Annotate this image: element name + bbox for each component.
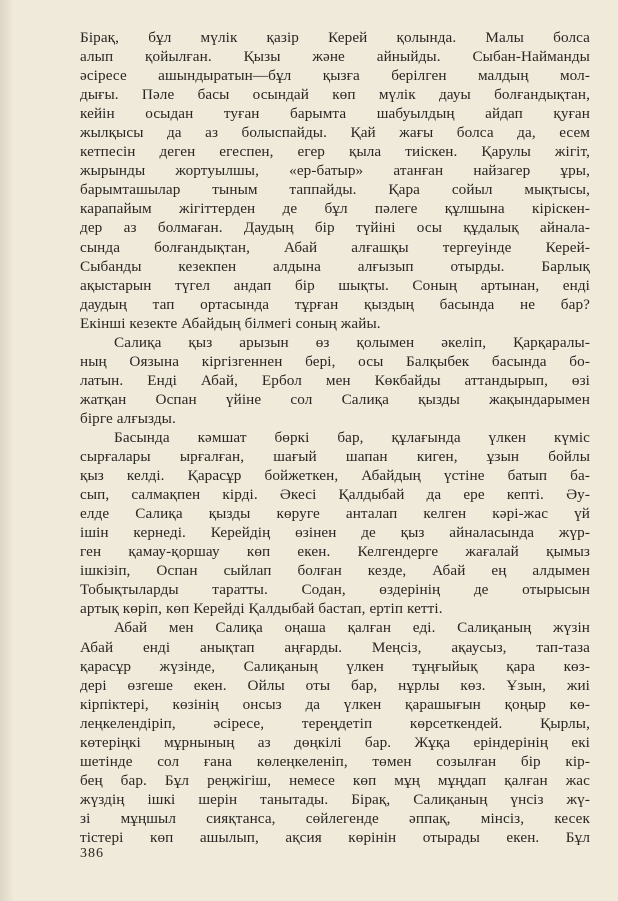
text-line: жатқан Оспан үйіне сол Салиқа қызды жақындарымен (80, 390, 590, 408)
text-line: Салиқа қыз арызын өз қолымен әкеліп, Қарқаралы- (114, 333, 590, 351)
text-line: кейін осыдан туған барымта шабуылдың айдап қуған (80, 105, 590, 123)
text-line: латын. Енді Абай, Ербол мен Көкбайды аттандырып, өзі (80, 371, 590, 389)
text-line: барымташылар тыным таппайды. Қара сойыл мықтысы, (80, 181, 590, 199)
text-line: леңкелендіріп, әсіресе, тереңдетіп көрсеткендей. Қырлы, (80, 714, 590, 732)
text-line: Абай мен Салиқа оңаша қалған еді. Салиқаның жүзін (114, 619, 590, 637)
paragraph (80, 618, 590, 847)
text-line: алып қойылған. Қызы және айныйды. Сыбан-Найманды (80, 48, 590, 66)
text-line: тістері көп ашылып, ақсия көрінін отырады екен. Бұл (80, 828, 590, 846)
text-line: даудың тап ортасында тұрған қыздың басында не бар? (80, 295, 590, 313)
text-line: Абай енді анықтап аңғарды. Меңсіз, ақаусыз, тап-таза (80, 638, 590, 656)
text-line: артық көріп, көп Керейді Қалдыбай бастап, ертіп кетті. (80, 600, 443, 618)
text-line: сып, салмақпен кірді. Әкесі Қалдыбай да ере кепті. Әу- (80, 486, 590, 504)
text-line: қыз келді. Қарасұр бойжеткен, Абайдың үстіне батып ба- (80, 467, 590, 485)
text-line: Басында кәмшат бөркі бар, құлағында үлкен күміс (114, 428, 590, 446)
text-line: кірпіктері, көзінің онсыз да үлкен қарашығын қоңыр кө- (80, 695, 590, 713)
text-line: Екінші кезекте Абайдың білмегі соның жайы. (80, 314, 381, 332)
text-line: ақыстарын түгел андап бір шықты. Соның артынан, енді (80, 276, 590, 294)
text-line: бең бар. Бұл реңжігіш, немесе көп мұң мұңдап қалған жас (80, 771, 590, 789)
text-line: әсіресе ашындыратын—бұл қызға берілген малдың мол- (80, 67, 590, 85)
text-line: сырғалары ырғалған, шағый шапан киген, ұзын бойлы (80, 448, 590, 466)
text-line: ішін кернеді. Керейдің өзінен де қыз айналасында жүр- (80, 524, 590, 542)
text-line: елде Салиқа қызды көруге анталап келген кәрі-жас үй (80, 505, 590, 523)
text-line: дығы. Пәле басы осындай көп мүлік дауы болғандықтан, (80, 86, 590, 104)
text-line: жылқысы да аз болыспайды. Қай жағы болса да, есем (80, 124, 590, 142)
text-line: дер аз болмаған. Даудың бір түйіні осы құдалық айнала- (80, 219, 590, 237)
text-line: зі мұңшыл сияқтанса, сөйлегенде әппақ, мінсіз, кесек (80, 809, 590, 827)
text-line: ның Оязына кіргізгеннен бері, осы Балқыбек басында бо- (80, 352, 590, 370)
text-line: көтеріңкі мұрнының аз дөңкілі бар. Жұқа еріндерінің екі (80, 733, 590, 751)
text-line: сында болғандықтан, Абай алғашқы тергеуінде Керей- (80, 238, 590, 256)
text-line: Бірақ, бұл мүлік қазір Керей қолында. Малы болса (80, 29, 590, 46)
body-text (80, 28, 590, 847)
text-line: карапайым жігіттерден де бұл пәлеге құлшына кіріскен- (80, 200, 590, 218)
text-line: шетінде сол ғана көлеңкеленіп, төмен созылған бір кір- (80, 752, 590, 770)
text-line: ішкізіп, Оспан сыйлап болған кезде, Абай ең алдымен (80, 562, 590, 580)
paragraph (80, 428, 590, 618)
text-line: бірге алғызды. (80, 409, 176, 427)
paragraph (80, 28, 590, 333)
text-line: ген қамау-қоршау көп екен. Келгендерге жағалай қымыз (80, 543, 590, 561)
text-line: Сыбанды кезекпен алдына алғызып отырды. Барлық (80, 257, 590, 275)
paragraph (80, 333, 590, 428)
text-line: жырынды жортуылшы, «ер-батыр» атанған найзагер ұры, (80, 162, 590, 180)
text-line: қарасұр жүзінде, Салиқаның үлкен тұңғыйық қара көз- (80, 657, 590, 675)
text-line: жүздің ішкі шерін танытады. Бірақ, Салиқаның үнсіз жү- (80, 790, 590, 808)
text-line: Тобықтыларды таратты. Содан, өздерінің де отырысын (80, 581, 590, 599)
text-line: кетпесін деген егеспен, егер қыла тиіскен. Қарулы жігіт, (80, 143, 590, 161)
text-line: дері өзгеше екен. Ойлы оты бар, нұрлы көз. Ұзын, жиі (80, 676, 590, 694)
page-number: 386 (80, 846, 104, 861)
